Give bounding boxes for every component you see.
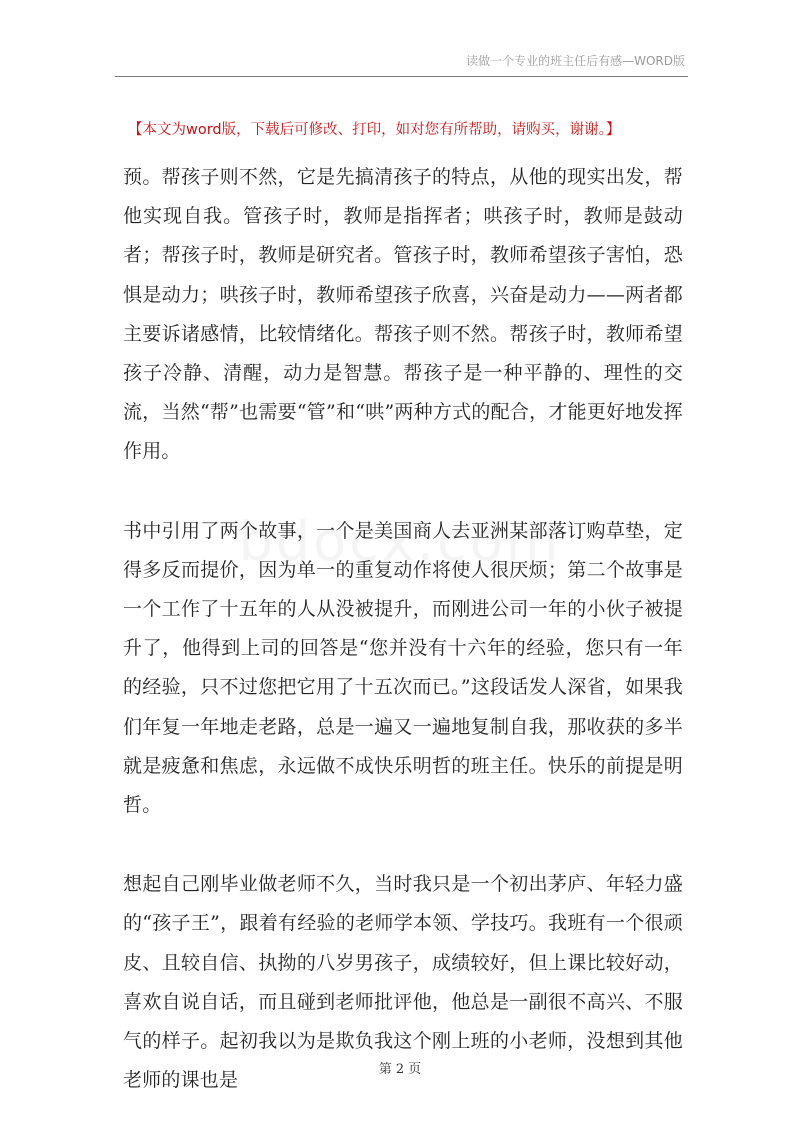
paragraph: 预。帮孩子则不然，它是先搞清孩子的特点，从他的现实出发，帮他实现自我。管孩子时，教师是指挥者；哄孩子时，教师是鼓动者；帮孩子时，教师是研究者。管孩子时，教师希望孩子害怕，恐惧是动力；哄孩子时，教师希望孩子欣喜，兴奋是动力——两者都主要诉诸感情，比较情绪化。帮孩子则不然。帮孩子时，教师希望孩子冷静、清醒，动力是智慧。帮孩子是一种平静的、理性的交流，当然“帮”也需要“管”和“哄”两种方式的配合，才能更好地发挥作用。: [123, 166, 683, 463]
page-header-title: 读做一个专业的班主任后有感—WORD版: [466, 54, 685, 68]
header-divider: [115, 76, 688, 77]
paragraph: 想起自己刚毕业做老师不久，当时我只是一个初出茅庐、年轻力盛的“孩子王”，跟着有经验的老师学本领、学技巧。我班有一个很顽皮、且较自信、执拗的八岁男孩子，成绩较好，但上课比较好动，喜欢自说自话，而且碰到老师批评他，他总是一副很不高兴、不服气的样子。起初我以为是欺负我这个刚上班的小老师，没想到其他老师的课也是: [123, 873, 683, 1092]
download-notice: 【本文为word版，下载后可修改、打印，如对您有所帮助，请购买，谢谢。】: [128, 122, 621, 138]
paragraph: 书中引用了两个故事，一个是美国商人去亚洲某部落订购草垫，定得多反而提价，因为单一的重复动作将使人很厌烦；第二个故事是一个工作了十五年的人从没被提升，而刚进公司一年的小伙子被提升了，他得到上司的回答是“您并没有十六年的经验，您只有一年的经验，只不过您把它用了十五次而已。”这段话发人深省，如果我们年复一年地走老路，总是一遍又一遍地复制自我，那收获的多半就是疲惫和焦虑，永远做不成快乐明哲的班主任。快乐的前提是明哲。: [123, 519, 683, 817]
document-body: [123, 158, 683, 1100]
page-number: 第 2 页: [378, 1062, 422, 1077]
